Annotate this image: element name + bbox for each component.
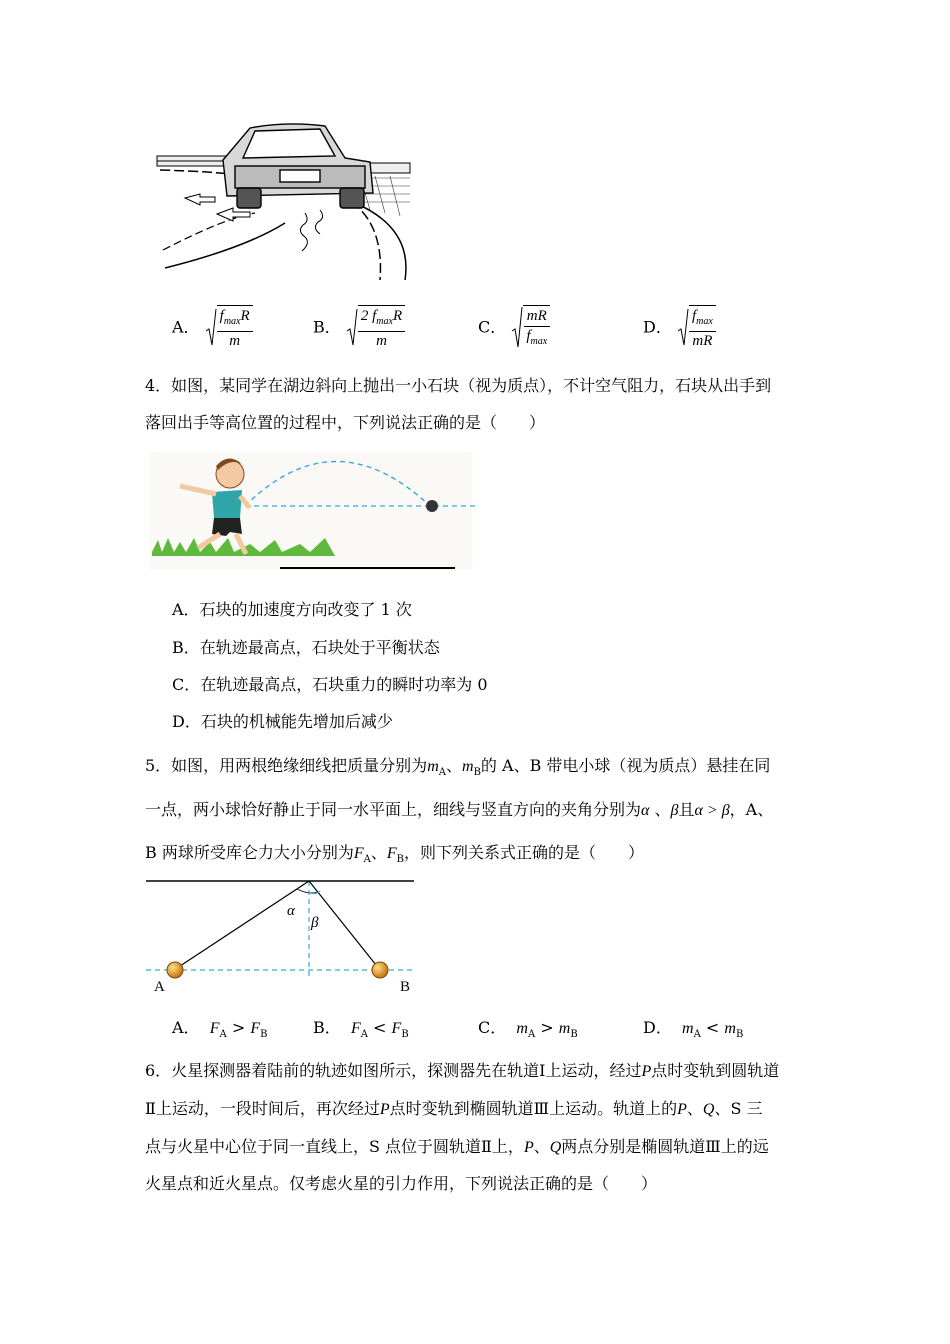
q6-stem-line1: 6．火星探测器着陆前的轨迹如图所示，探测器先在轨道Ⅰ上运动，经过P点时变轨到圆轨道 bbox=[145, 1061, 780, 1080]
car-on-curve-figure bbox=[155, 118, 415, 280]
q4-stem-line1: 4．如图，某同学在湖边斜向上抛出一小石块（视为质点），不计空气阻力，石块从出手到 bbox=[145, 376, 772, 395]
q4-option-a[interactable]: A．石块的加速度方向改变了 1 次 bbox=[172, 600, 412, 619]
q3-option-b[interactable]: B． $\frac{2 f_{max}R}{m}$ bbox=[313, 305, 405, 351]
q4-option-c[interactable]: C．在轨迹最高点，石块重力的瞬时功率为 0 bbox=[172, 675, 488, 694]
q5-stem-line1: 5．如图，用两根绝缘细线把质量分别为$m_A$、$m_B$的 A、B 带电小球（视为质点）悬挂在同 bbox=[145, 756, 771, 779]
q6-stem-line4: 火星点和近火星点。仅考虑火星的引力作用，下列说法正确的是（ ） bbox=[145, 1174, 658, 1193]
fig-a-label: A bbox=[154, 979, 165, 995]
q5-stem-line2: 一点，两小球恰好静止于同一水平面上，细线与竖直方向的夹角分别为α 、β且α > β，A、 bbox=[145, 800, 774, 819]
q3-option-a[interactable]: A． $\frac{f_{max}R}{m}$ bbox=[172, 305, 253, 351]
q5-option-a[interactable]: A． $F_A > F_B$ bbox=[172, 1018, 268, 1041]
q4-option-d[interactable]: D．石块的机械能先增加后减少 bbox=[172, 712, 393, 731]
fig-b-label: B bbox=[400, 979, 411, 995]
q6-stem-line2: Ⅱ上运动，一段时间后，再次经过P点时变轨到椭圆轨道Ⅲ上运动。轨道上的P、Q、S 三 bbox=[145, 1099, 763, 1118]
q5-stem-line3: B 两球所受库仑力大小分别为$F_A$、$F_B$，则下列关系式正确的是（ ） bbox=[145, 843, 645, 866]
q3-option-d[interactable]: D． $\frac{f_{max}}{mR}$ bbox=[643, 305, 716, 351]
charged-balls-figure bbox=[144, 875, 420, 997]
q5-option-d[interactable]: D． $m_A < m_B$ bbox=[643, 1018, 744, 1041]
q5-option-b[interactable]: B． $F_A < F_B$ bbox=[313, 1018, 409, 1041]
q3-option-c[interactable]: C． $\frac{mR}{f_{max}}$ bbox=[478, 305, 550, 351]
q4-option-b[interactable]: B．在轨迹最高点，石块处于平衡状态 bbox=[172, 638, 440, 657]
q4-stem-line2: 落回出手等高位置的过程中，下列说法正确的是（ ） bbox=[145, 413, 546, 432]
stone-throw-figure bbox=[150, 452, 478, 574]
fig-beta-label: β bbox=[311, 915, 319, 931]
fig-alpha-label: α bbox=[287, 903, 295, 919]
q6-stem-line3: 点与火星中心位于同一直线上，S 点位于圆轨道Ⅱ上，P、Q两点分别是椭圆轨道Ⅲ上的远 bbox=[145, 1137, 769, 1156]
q5-option-c[interactable]: C． $m_A > m_B$ bbox=[478, 1018, 578, 1041]
